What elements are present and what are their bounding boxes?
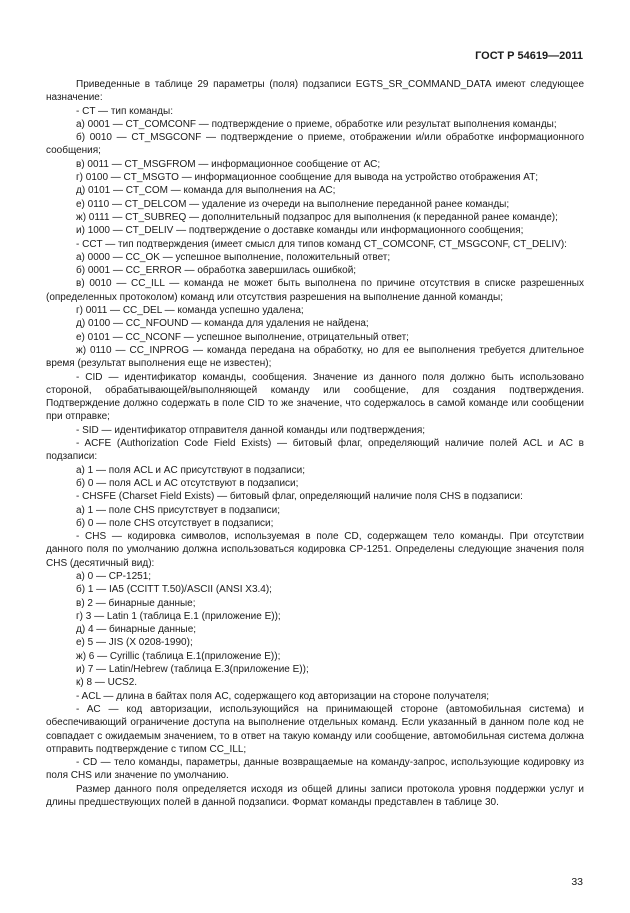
paragraph: - CID — идентификатор команды, сообщения. Значение из данного поля должно быть использовано стороной, обрабатывающей/выполняющей команду или сообщение, для создания подтверждения. Подтверждение должно содержать в поле CID то же значение, что содержалось в самой команде или сообщении при отправке; [46,371,584,423]
paragraph: - CHS — кодировка символов, используемая в поле CD, содержащем тело команды. При отсутствии данного поля по умолчанию должна использоваться кодировка CP-1251. Определены следующие значения поля CHS (десятичный вид): [46,531,584,569]
paragraph: - AC — код авторизации, использующийся на принимающей стороне (автомобильная система) и обеспечивающий ограничение доступа на выполнение отдельных команд. Если указанный в данном поле код не совпадает с ожидаемым значением, то в ответ на такую команду или сообщение, автомобильная система должна отправить подтверждение с типом CC_ILL; [46,703,584,755]
paragraph: б) 0010 — CT_MSGCONF — подтверждение о приеме, отображении и/или обработке информационного сообщения; [46,132,584,157]
paragraph: Размер данного поля определяется исходя из общей длины записи протокола уровня поддержки услуг и длины предшествующих полей в данной подзаписи. Формат команды представлен в таблице 30. [46,783,584,809]
paragraph: - ACL — длина в байтах поля AC, содержащего код авторизации на стороне получателя; [76,690,490,702]
paragraph: а) 1 — поле CHS присутствует в подзаписи; [76,504,280,516]
paragraph: б) 0 — поля ACL и AC отсутствуют в подзаписи; [76,477,299,489]
paragraph: ж) 6 — Cyrillic (таблица Е.1(приложение Е)); [76,650,281,662]
paragraph: и) 1000 — CT_DELIV — подтверждение о доставке команды или информационного сообщения; [76,225,524,237]
paragraph: г) 0011 — CC_DEL — команда успешно удалена; [76,305,304,317]
paragraph: в) 0010 — CC_ILL — команда не может быть выполнена по причине отсутствия в списке разрешенных (определенных протоколом) команд или отсутствия разрешения на выполнение данной команды; [46,278,584,303]
paragraph: а) 0001 — CT_COMCONF — подтверждение о приеме, обработке или результат выполнения команды; [76,118,557,130]
paragraph: к) 8 — UCS2. [76,677,138,689]
paragraph: ж) 0110 — CC_INPROG — команда передана на обработку, но для ее выполнения требуется длительное время (результат выполнения еще не известен); [46,344,584,370]
paragraph: е) 0110 — CT_DELCOM — удаление из очереди на выполнение переданной ранее команды; [76,198,510,210]
paragraph: и) 7 — Latin/Hebrew (таблица Е.3(приложение Е)); [76,664,309,676]
paragraph: е) 5 — JIS (X 0208-1990); [76,637,193,649]
paragraph: г) 3 — Latin 1 (таблица Е.1 (приложение Е)); [76,610,281,622]
paragraph: д) 0100 — CC_NFOUND — команда для удаления не найдена; [76,318,369,330]
paragraph: - CHSFE (Charset Field Exists) — битовый флаг, определяющий наличие поля CHS в подзаписи: [76,491,523,503]
paragraph: а) 0 — CP-1251; [76,570,152,582]
paragraph: е) 0101 — CC_NCONF — успешное выполнение, отрицательный ответ; [76,331,409,343]
paragraph: д) 4 — бинарные данные; [76,624,197,636]
paragraph: б) 0001 — CC_ERROR — обработка завершилась ошибкой; [76,265,357,277]
paragraph: г) 0100 — CT_MSGTO — информационное сообщение для вывода на устройство отображения АТ; [76,172,539,184]
paragraph: д) 0101 — CT_COM — команда для выполнения на АС; [76,185,336,197]
paragraph: в) 2 — бинарные данные; [76,597,196,609]
paragraph: б) 0 — поле CHS отсутствует в подзаписи; [76,517,274,529]
standard-header: ГОСТ Р 54619—2011 [475,50,583,62]
paragraph: ж) 0111 — CT_SUBREQ — дополнительный подзапрос для выполнения (к переданной ранее команде); [76,211,558,223]
page-number: 33 [571,876,583,888]
paragraph: - CT — тип команды: [76,105,173,117]
paragraph: - CCT — тип подтверждения (имеет смысл для типов команд CT_COMCONF, CT_MSGCONF, CT_DELIV): [76,238,567,250]
paragraph: - CD — тело команды, параметры, данные возвращаемые на команду-запрос, использующие кодировку из поля CHS или значение по умолчанию. [46,757,584,782]
paragraph: в) 0011 — CT_MSGFROM — информационное сообщение от АС; [76,158,381,170]
paragraph: - ACFE (Authorization Code Field Exists) — битовый флаг, определяющий наличие полей ACL и AC в подзаписи: [46,438,584,463]
paragraph: а) 1 — поля ACL и AC присутствуют в подзаписи; [76,464,306,476]
paragraph: - SID — идентификатор отправителя данной команды или подтверждения; [76,424,426,436]
paragraph: Приведенные в таблице 29 параметры (поля) подзаписи EGTS_SR_COMMAND_DATA имеют следующее назначение: [46,79,584,104]
paragraph: б) 1 — IA5 (CCITT T.50)/ASCII (ANSI X3.4); [76,584,272,596]
document-body [46,78,584,809]
paragraph: а) 0000 — CC_OK — успешное выполнение, положительный ответ; [76,251,391,263]
